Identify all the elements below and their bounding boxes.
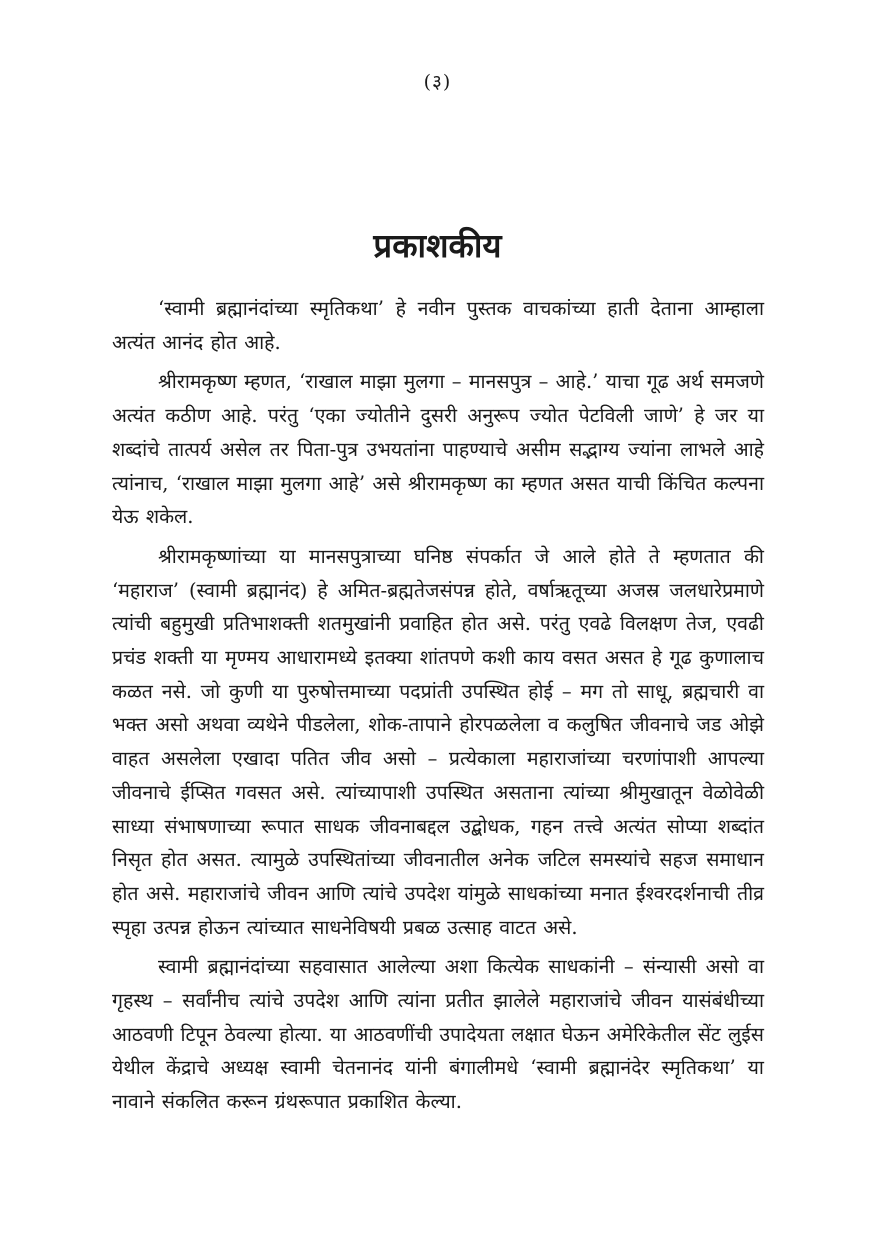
paragraph-2: श्रीरामकृष्ण म्हणत, ‘राखाल माझा मुलगा – मानसपुत्र – आहे.’ याचा गूढ अर्थ समजणे अत्यंत कठीण आहे. परंतु ‘एका ज्योतीने दुसरी अनुरूप ज्योत पेटविली जाणे’ हे जर या शब्दांचे तात्पर्य असेल तर पिता-पुत्र उभयतांना पाहण्याचे असीम सद्भाग्य ज्यांना लाभले आहे त्यांनाच, ‘राखाल माझा मुलगा आहे’ असे श्रीरामकृष्ण का म्हणत असत याची किंचित कल्पना येऊ शकेल. xyxy=(112,370,764,529)
paragraph-3: श्रीरामकृष्णांच्या या मानसपुत्राच्या घनिष्ठ संपर्कात जे आले होते ते म्हणतात की ‘महाराज’ (स्वामी ब्रह्मानंद) हे अमित-ब्रह्मतेजसंपन्न होते, वर्षाऋतूच्या अजस्र जलधारेप्रमाणे त्यांची बहुमुखी प्रतिभाशक्ती शतमुखांनी प्रवाहित होत असे. परंतु एवढे विलक्षण तेज, एवढी प्रचंड शक्ती या मृण्मय आधारामध्ये इतक्या शांतपणे कशी काय वसत असत हे गूढ कुणालाच कळत नसे. जो कुणी या पुरुषोत्तमाच्या पदप्रांती उपस्थित होई – मग तो साधू, ब्रह्मचारी वा भक्त असो अथवा व्यथेने पीडलेला, शोक-तापाने होरपळलेला व कलुषित जीवनाचे जड ओझे वाहत असलेला एखादा पतित जीव असो – प्रत्येकाला महाराजांच्या चरणांपाशी आपल्या जीवनाचे ईप्सित गवसत असे. त्यांच्यापाशी उपस्थित असताना त्यांच्या श्रीमुखातून वेळोवेळी साध्या संभाषणाच्या रूपात साधक जीवनाबद्दल उद्बोधक, गहन तत्त्वे अत्यंत सोप्या शब्दांत निसृत होत असत. त्यामुळे उपस्थितांच्या जीवनातील अनेक जटिल समस्यांचे सहज समाधान होत असे. महाराजांचे जीवन आणि त्यांचे उपदेश यांमुळे साधकांच्या मनात ईश्वरदर्शनाची तीव्र स्पृहा उत्पन्न होऊन त्यांच्यात साधनेविषयी प्रबळ उत्साह वाटत असे. xyxy=(112,544,764,939)
paragraph-1: ‘स्वामी ब्रह्मानंदांच्या स्मृतिकथा’ हे नवीन पुस्तक वाचकांच्या हाती देताना आम्हाला अत्यंत आनंद होत आहे. xyxy=(112,297,764,354)
paragraph-4: स्वामी ब्रह्मानंदांच्या सहवासात आलेल्या अशा कित्येक साधकांनी – संन्यासी असो वा गृहस्थ – सर्वांनीच त्यांचे उपदेश आणि त्यांना प्रतीत झालेले महाराजांचे जीवन यासंबंधीच्या आठवणी टिपून ठेवल्या होत्या. या आठवणींची उपादेयता लक्षात घेऊन अमेरिकेतील सेंट लुईस येथील केंद्राचे अध्यक्ष स्वामी चेतनानंद यांनी बंगालीमधे ‘स्वामी ब्रह्मानंदेर स्मृतिकथा’ या नावाने संकलित करून ग्रंथरूपात प्रकाशित केल्या. xyxy=(112,955,764,1114)
page-title: प्रकाशकीय xyxy=(373,226,502,265)
page-number: (३) xyxy=(423,71,452,93)
body-text xyxy=(112,292,764,1125)
